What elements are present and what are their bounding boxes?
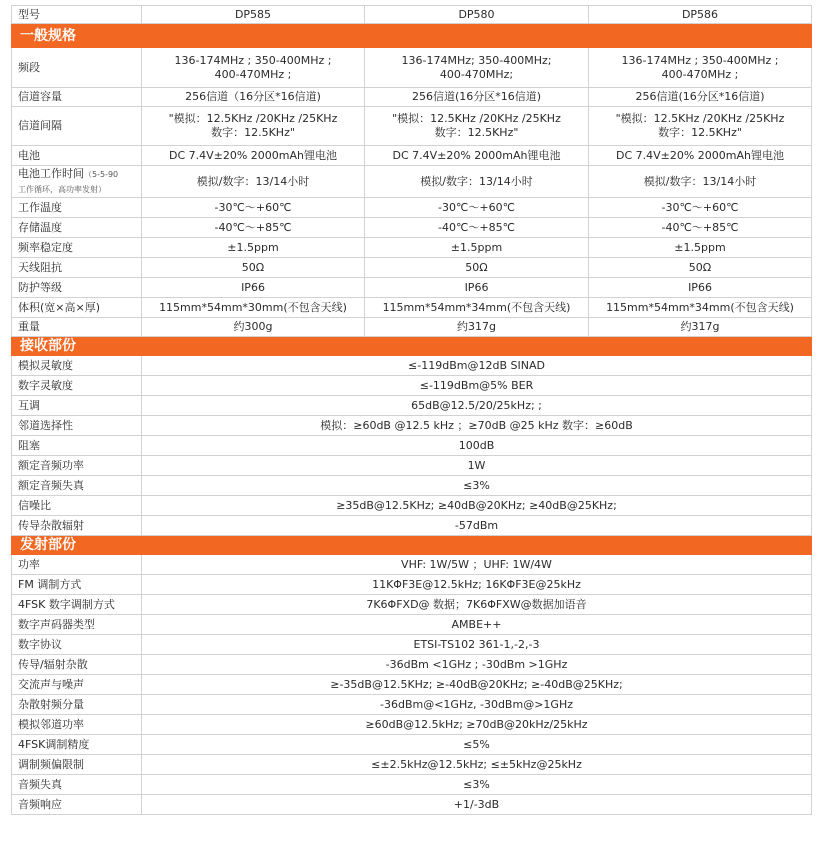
spec-value-shared: 7K6ΦFXD@ 数据；7K6ΦFXW@数据加语音 (142, 595, 812, 615)
spec-label-text: 数字声码器类型 (18, 617, 95, 631)
spec-label (12, 396, 142, 416)
spec-row (12, 496, 812, 516)
spec-value-shared: ≤3% (142, 476, 812, 496)
spec-value-shared: -36dBm@<1GHz, -30dBm@>1GHz (142, 695, 812, 715)
spec-row (12, 516, 812, 536)
spec-row (12, 258, 812, 278)
spec-value-dp580: DC 7.4V±20% 2000mAh锂电池 (365, 146, 589, 166)
spec-value-dp585: 136-174MHz ; 350-400MHz ; 400-470MHz ; (142, 48, 365, 88)
spec-row (12, 695, 812, 715)
spec-row (12, 198, 812, 218)
spec-row (12, 107, 812, 146)
spec-label-text: 额定音频失真 (18, 478, 84, 492)
spec-row (12, 396, 812, 416)
spec-value-dp580: 50Ω (365, 258, 589, 278)
spec-label-text: 电池 (18, 148, 40, 162)
spec-value-dp580: ±1.5ppm (365, 238, 589, 258)
spec-value-dp586: "模拟：12.5KHz /20KHz /25KHz 数字：12.5KHz" (589, 107, 812, 146)
spec-label (12, 376, 142, 396)
spec-value-dp586: -30℃～+60℃ (589, 198, 812, 218)
spec-value-shared: ETSI-TS102 361-1,-2,-3 (142, 635, 812, 655)
spec-row (12, 436, 812, 456)
spec-value-shared: -57dBm (142, 516, 812, 536)
spec-row (12, 456, 812, 476)
spec-label-text: 调制频偏限制 (18, 757, 84, 771)
header-row (12, 6, 812, 24)
spec-label-text: 4FSK调制精度 (18, 737, 90, 751)
spec-value-dp580: -30℃～+60℃ (365, 198, 589, 218)
section-header-row (12, 536, 812, 555)
spec-row (12, 655, 812, 675)
spec-value-shared: ≥-35dB@12.5KHz; ≥-40dB@20KHz; ≥-40dB@25KHz; (142, 675, 812, 695)
spec-value-shared: ≤3% (142, 775, 812, 795)
spec-label-text: 传导/辐射杂散 (18, 657, 88, 671)
spec-label-text: 交流声与噪声 (18, 677, 84, 691)
spec-value-dp586: 115mm*54mm*34mm(不包含天线) (589, 298, 812, 318)
spec-label (12, 88, 142, 107)
spec-label (12, 715, 142, 735)
spec-value-dp586: DC 7.4V±20% 2000mAh锂电池 (589, 146, 812, 166)
section-title: 一般规格 (12, 24, 812, 48)
spec-label (12, 218, 142, 238)
spec-label (12, 476, 142, 496)
spec-row (12, 48, 812, 88)
spec-label (12, 615, 142, 635)
spec-value-shared: 模拟：≥60dB @12.5 kHz ；≥70dB @25 kHz 数字：≥60dB (142, 416, 812, 436)
spec-label-text: 频段 (18, 60, 40, 74)
spec-label-text: 传导杂散辐射 (18, 518, 84, 532)
spec-label (12, 775, 142, 795)
spec-label (12, 48, 142, 88)
spec-row (12, 775, 812, 795)
spec-label (12, 166, 142, 198)
model-dp580: DP580 (365, 6, 589, 24)
spec-label (12, 675, 142, 695)
spec-table-body (12, 6, 812, 815)
spec-value-shared: 11KΦF3E@12.5kHz; 16KΦF3E@25kHz (142, 575, 812, 595)
spec-row (12, 715, 812, 735)
spec-value-dp586: 50Ω (589, 258, 812, 278)
spec-label-note: （5-5-90 工作循环，高功率发射） (18, 169, 119, 194)
spec-value-dp585: ±1.5ppm (142, 238, 365, 258)
spec-row (12, 575, 812, 595)
spec-value-dp585: 约300g (142, 318, 365, 337)
spec-label (12, 298, 142, 318)
spec-label (12, 146, 142, 166)
spec-label-text: 邻道选择性 (18, 418, 73, 432)
spec-label (12, 258, 142, 278)
spec-row (12, 88, 812, 107)
spec-row (12, 166, 812, 198)
spec-label (12, 456, 142, 476)
spec-label-text: 电池工作时间 (18, 166, 84, 180)
spec-row (12, 218, 812, 238)
spec-value-shared: ≤±2.5kHz@12.5kHz; ≤±5kHz@25kHz (142, 755, 812, 775)
spec-label-text: 信道容量 (18, 90, 62, 103)
spec-value-dp580: 256信道(16分区*16信道) (365, 88, 589, 107)
spec-label-text: 数字协议 (18, 637, 62, 651)
spec-row (12, 735, 812, 755)
spec-label-text: 互调 (18, 398, 40, 412)
spec-value-shared: +1/-3dB (142, 795, 812, 815)
spec-row (12, 146, 812, 166)
spec-value-dp580: 136-174MHz; 350-400MHz; 400-470MHz; (365, 48, 589, 88)
spec-row (12, 795, 812, 815)
spec-label-text: 4FSK 数字调制方式 (18, 597, 115, 611)
model-dp586: DP586 (589, 6, 812, 24)
spec-label-text: 体积(宽×高×厚) (18, 300, 101, 314)
spec-label (12, 755, 142, 775)
spec-label-text: 重量 (18, 320, 40, 333)
spec-label-text: FM 调制方式 (18, 577, 82, 591)
spec-label-text: 模拟邻道功率 (18, 717, 84, 731)
spec-value-dp586: IP66 (589, 278, 812, 298)
spec-label (12, 695, 142, 715)
spec-value-shared: ≤-119dBm@12dB SINAD (142, 356, 812, 376)
spec-value-shared: 100dB (142, 436, 812, 456)
spec-label (12, 416, 142, 436)
spec-value-shared: -36dBm <1GHz ; -30dBm >1GHz (142, 655, 812, 675)
spec-value-shared: ≤-119dBm@5% BER (142, 376, 812, 396)
spec-label (12, 107, 142, 146)
spec-value-shared: 1W (142, 456, 812, 476)
spec-value-shared: VHF: 1W/5W ；UHF: 1W/4W (142, 555, 812, 575)
spec-label (12, 496, 142, 516)
spec-table (11, 5, 812, 815)
spec-row (12, 356, 812, 376)
spec-value-shared: 65dB@12.5/20/25kHz; ; (142, 396, 812, 416)
spec-label-text: 防护等级 (18, 280, 62, 294)
spec-label-text: 额定音频功率 (18, 458, 84, 472)
spec-value-dp580: 115mm*54mm*34mm(不包含天线) (365, 298, 589, 318)
spec-label (12, 356, 142, 376)
spec-value-dp580: 约317g (365, 318, 589, 337)
spec-row (12, 615, 812, 635)
spec-label (12, 555, 142, 575)
spec-value-dp580: 模拟/数字：13/14小时 (365, 166, 589, 198)
spec-value-shared: ≤5% (142, 735, 812, 755)
spec-label-text: 工作温度 (18, 200, 62, 214)
spec-value-shared: ≥60dB@12.5kHz; ≥70dB@20kHz/25kHz (142, 715, 812, 735)
spec-label (12, 278, 142, 298)
spec-row (12, 238, 812, 258)
spec-label (12, 575, 142, 595)
section-header-row (12, 337, 812, 356)
spec-value-dp585: DC 7.4V±20% 2000mAh锂电池 (142, 146, 365, 166)
spec-value-dp585: 256信道（16分区*16信道) (142, 88, 365, 107)
spec-row (12, 635, 812, 655)
spec-value-dp580: -40℃～+85℃ (365, 218, 589, 238)
spec-value-dp585: 50Ω (142, 258, 365, 278)
spec-label-text: 存储温度 (18, 220, 62, 234)
spec-label-text: 信道间隔 (18, 119, 62, 132)
spec-row (12, 755, 812, 775)
spec-label (12, 198, 142, 218)
spec-value-dp586: 约317g (589, 318, 812, 337)
spec-value-dp585: 模拟/数字：13/14小时 (142, 166, 365, 198)
section-title: 发射部份 (12, 536, 812, 555)
spec-label (12, 516, 142, 536)
spec-value-shared: ≥35dB@12.5KHz; ≥40dB@20KHz; ≥40dB@25KHz; (142, 496, 812, 516)
spec-row (12, 376, 812, 396)
spec-label-text: 阻塞 (18, 438, 40, 452)
spec-label (12, 436, 142, 456)
spec-label-text: 模拟灵敏度 (18, 358, 73, 372)
spec-value-dp586: 136-174MHz ; 350-400MHz ; 400-470MHz ; (589, 48, 812, 88)
spec-label-text: 频率稳定度 (18, 240, 73, 254)
spec-label-text: 功率 (18, 557, 40, 571)
spec-value-dp585: -30℃～+60℃ (142, 198, 365, 218)
spec-label-text: 天线阻抗 (18, 260, 62, 274)
spec-label (12, 318, 142, 337)
spec-label-text: 音频响应 (18, 797, 62, 811)
spec-row (12, 298, 812, 318)
spec-row (12, 278, 812, 298)
spec-label (12, 795, 142, 815)
spec-row (12, 318, 812, 337)
header-label: 型号 (12, 6, 142, 24)
spec-label-text: 数字灵敏度 (18, 378, 73, 392)
spec-row (12, 675, 812, 695)
spec-value-dp585: -40℃～+85℃ (142, 218, 365, 238)
spec-value-dp586: 模拟/数字：13/14小时 (589, 166, 812, 198)
section-header-row (12, 24, 812, 48)
spec-label (12, 595, 142, 615)
spec-value-dp585: "模拟：12.5KHz /20KHz /25KHz 数字：12.5KHz" (142, 107, 365, 146)
section-title: 接收部份 (12, 337, 812, 356)
spec-label (12, 635, 142, 655)
spec-value-shared: AMBE++ (142, 615, 812, 635)
spec-value-dp586: 256信道(16分区*16信道) (589, 88, 812, 107)
spec-row (12, 416, 812, 436)
spec-label (12, 238, 142, 258)
spec-row (12, 555, 812, 575)
spec-value-dp580: "模拟：12.5KHz /20KHz /25KHz 数字：12.5KHz" (365, 107, 589, 146)
spec-value-dp585: 115mm*54mm*30mm(不包含天线) (142, 298, 365, 318)
spec-label-text: 杂散射频分量 (18, 697, 84, 711)
spec-row (12, 595, 812, 615)
spec-label (12, 655, 142, 675)
model-dp585: DP585 (142, 6, 365, 24)
spec-label-text: 信噪比 (18, 498, 51, 512)
spec-label-text: 音频失真 (18, 777, 62, 791)
spec-value-dp585: IP66 (142, 278, 365, 298)
spec-label (12, 735, 142, 755)
spec-value-dp586: -40℃～+85℃ (589, 218, 812, 238)
spec-value-dp580: IP66 (365, 278, 589, 298)
spec-value-dp586: ±1.5ppm (589, 238, 812, 258)
spec-row (12, 476, 812, 496)
